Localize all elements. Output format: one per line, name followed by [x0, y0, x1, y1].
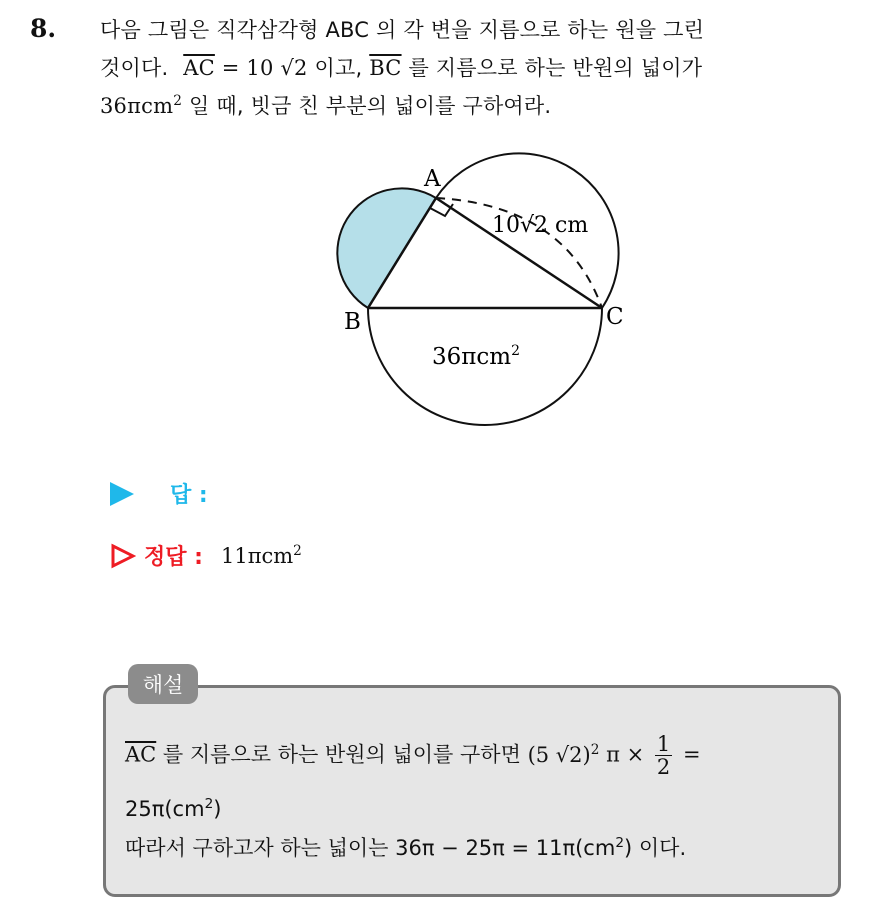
question-text-2-pre: 것이다. [100, 56, 169, 80]
geometry-figure [320, 150, 640, 440]
answer-label: 답 : [170, 483, 208, 508]
solution-times: π × [606, 742, 645, 767]
label-b: B [344, 309, 361, 335]
question-text-2-post: 를 지름으로 하는 반원의 넓이가 [408, 56, 703, 80]
label-ac-length: 10√2 cm [492, 213, 589, 238]
segment-ac: $\overline{AC}$ [183, 56, 215, 80]
segment-bc: $\overline{BC}$ [369, 56, 402, 80]
solution-line-3: 따라서 구하고자 하는 넓이는 $36\pi - 25\pi = 11\pi(cm^2)$ 이다. [125, 835, 687, 860]
area-value: 36πcm$^2$ [100, 93, 183, 118]
solution-text-1: 를 지름으로 하는 반원의 넓이를 구하면 [162, 742, 521, 767]
question-line-2 [100, 52, 702, 82]
solution-segment-ac: $\overline{AC}$ [125, 742, 157, 767]
question-text-1: 다음 그림은 직각삼각형 ABC 의 각 변을 지름으로 하는 원을 그린 [100, 18, 705, 42]
correct-answer-label: 정답 : [144, 545, 203, 570]
question-text-3: 일 때, 빗금 친 부분의 넓이를 구하여라. [188, 94, 552, 118]
question-number: 8. [30, 14, 57, 43]
question-line-3 [100, 90, 551, 120]
solution-box [103, 685, 841, 897]
solution-paren: (5 √2)$^2$ [527, 741, 600, 767]
question-line-1 [100, 14, 704, 44]
outline-arrow-icon [110, 543, 136, 569]
solution-line-1 [125, 733, 701, 778]
correct-answer-value: 11πcm$^2$ [220, 543, 302, 568]
label-area: 36πcm$^2$ [432, 343, 520, 370]
ac-equals: = 10 [221, 56, 274, 80]
solution-line-2: $25\pi(cm^2)$ [125, 796, 222, 821]
solution-tag: 해설 [128, 664, 198, 704]
answer-row [110, 478, 208, 509]
shaded-region [337, 188, 436, 308]
correct-answer-row [110, 540, 302, 571]
sqrt-two: √2 [280, 56, 308, 80]
play-arrow-icon [110, 482, 134, 506]
label-a: A [424, 166, 441, 192]
fraction-half: $\frac{1}{2}$ [656, 732, 671, 780]
solution-equals: = [682, 742, 701, 767]
question-text-2-mid: 이고, [314, 56, 363, 80]
label-c: C [606, 304, 624, 330]
